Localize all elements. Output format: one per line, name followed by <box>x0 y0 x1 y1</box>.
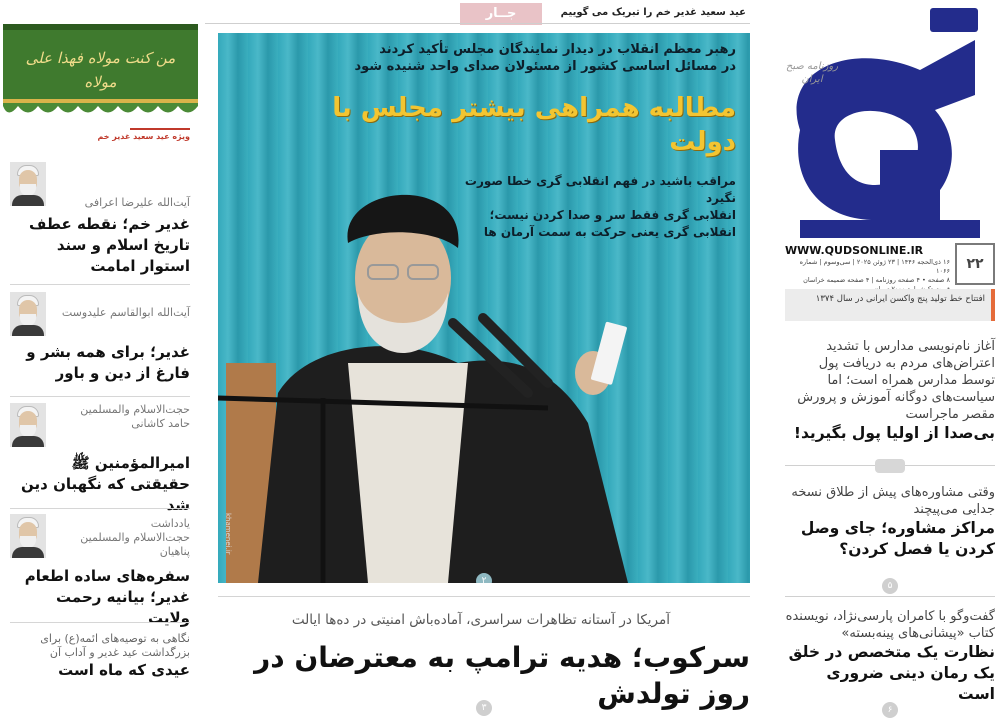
article-subtitle: نگاهی به توصیه‌های ائمه(ع) برای بزرگداشت عید غدیر و آداب آن <box>40 632 190 659</box>
bottom-story-subtitle: آمریکا در آستانه تظاهرات سراسری، آماده‌باش امنیتی در ده‌ها ایالت <box>291 612 670 628</box>
left-divider <box>10 622 190 623</box>
photo-quote-block <box>436 173 736 241</box>
right-story-1[interactable] <box>785 338 995 444</box>
main-photo[interactable] <box>218 33 750 583</box>
top-strip <box>205 0 750 28</box>
article-headline: غدیر خم؛ نقطه عطف تاریخ اسلام و سند استوار امامت <box>29 215 190 275</box>
main-headline: مطالبه همراهی بیشتر مجلس با دولت <box>332 93 736 157</box>
main-divider <box>218 596 750 597</box>
story-headline: نظارت یک متخصص در خلق یک رمان دینی ضروری است <box>788 643 995 703</box>
author-portrait <box>10 162 46 206</box>
story-subtitle: گفت‌وگو با کامران پارسی‌نژاد، نویسنده کتاب «پیشانی‌های پینه‌بسته» <box>785 609 995 641</box>
masthead-logo[interactable] <box>760 0 1000 240</box>
eid-special-label: ویژه عید سعید غدیر خم <box>97 132 190 141</box>
story-divider <box>785 596 995 597</box>
top-divider <box>205 23 750 24</box>
article-headline: امیرالمؤمنین ﷺ حقیقتی که نگهبان دین شد <box>21 454 190 514</box>
section-tag[interactable]: جــار <box>460 3 542 25</box>
quote-line: انقلابی گری یعنی حرکت به سمت آرمان ها <box>483 225 736 239</box>
left-article-4[interactable] <box>10 514 190 627</box>
right-column <box>760 0 1000 718</box>
article-byline: حجت‌الاسلام والمسلمین حامد کاشانی <box>80 403 190 430</box>
article-headline: سفره‌های ساده اطعام غدیر؛ بیانیه رحمت ولایت <box>24 567 190 627</box>
article-headline: غدیر؛ برای همه بشر و فارغ از دین و باور <box>26 343 190 382</box>
quote-line: انقلابی گری فقط سر و صدا کردن نیست؛ <box>489 208 736 222</box>
story-headline: مراکز مشاوره؛ جای وصل کردن یا فصل کردن؟ <box>800 519 995 558</box>
page-number-badge: ۳ <box>476 700 492 716</box>
left-column <box>0 0 200 718</box>
page-number-badge: ۶ <box>882 702 898 718</box>
issue-meta-line: ۸ صفحه • ۴ صفحه روزنامه | ۴ صفحه ضمیمه خراسان <box>803 276 950 284</box>
photo-headline-block[interactable] <box>266 41 736 159</box>
eid-label-bar <box>130 128 190 130</box>
masthead-tagline: روزنامه صبح ایران <box>785 61 839 85</box>
promo-text: افتتاح خط تولید پنج واکسن ایرانی در سال ۱۳۷۴ <box>815 294 985 304</box>
right-story-3[interactable] <box>785 608 995 705</box>
issue-meta-line: ۱۶ ذی‌الحجه ۱۴۴۶ | ۲۳ ژوئن ۲۰۲۵ | سی‌وسوم | شماره ۱۰۶۶ <box>799 258 950 275</box>
eid-greeting: عید سعید غدیر خم را تبریک می گوییم <box>560 7 746 18</box>
article-headline: عیدی که ماه است <box>58 661 190 679</box>
headline-upper-1: رهبر معظم انقلاب در دیدار نمایندگان مجلس تأکید کردند <box>379 42 736 57</box>
site-url[interactable]: WWW.QUDSONLINE.IR <box>785 244 924 257</box>
issue-number: ۲۲ <box>955 243 995 285</box>
left-article-2[interactable] <box>10 292 190 392</box>
promo-accent-bar <box>991 289 995 321</box>
left-article-1[interactable] <box>10 162 190 282</box>
left-divider <box>10 284 190 285</box>
bottom-story-headline: سرکوب؛ هدیه ترامپ به معترضان در روز تولدش <box>254 641 750 710</box>
story-subtitle: آغاز نام‌نویسی مدارس با تشدید اعتراض‌های مردم به دریافت پول توسط مدارس همراه است؛ اما سیاست‌های دوگانه آموزش و پرورش مقصر ماجراست <box>797 339 995 422</box>
page-number-badge: ۵ <box>882 578 898 594</box>
photo-credit: khamenei.ir <box>224 513 232 555</box>
article-byline: آیت‌الله علیرضا اعرافی <box>84 196 190 209</box>
article-byline: حجت‌الاسلام والمسلمین پناهیان <box>80 531 190 558</box>
story-subtitle: وقتی مشاوره‌های پیش از طلاق نسخه جدایی می‌پیچند <box>791 485 995 517</box>
left-divider <box>10 508 190 509</box>
author-portrait <box>10 403 46 447</box>
left-divider <box>10 396 190 397</box>
author-portrait <box>10 514 46 558</box>
quote-line: مراقب باشید در فهم انقلابی گری خطا صورت نگیرد <box>464 174 736 205</box>
right-story-2[interactable] <box>785 484 995 560</box>
logo-mark-icon <box>875 459 905 473</box>
qods-logo-icon <box>760 0 1000 240</box>
story-divider <box>785 465 995 466</box>
article-tag: یادداشت <box>150 517 190 530</box>
promo-box[interactable] <box>785 289 995 321</box>
bottom-story[interactable] <box>218 610 750 712</box>
eid-ghadir-banner[interactable] <box>3 24 198 119</box>
page-number-badge: ۲ <box>476 573 492 583</box>
eid-banner-text: من کنت مولاه فهذا علی مولاه <box>25 49 176 91</box>
author-portrait <box>10 292 46 336</box>
left-article-5[interactable] <box>10 632 190 681</box>
story-headline: بی‌صدا از اولیا پول بگیرید! <box>793 424 995 442</box>
article-byline: آیت‌الله ابوالقاسم علیدوست <box>61 306 190 319</box>
left-article-3[interactable] <box>10 403 190 514</box>
headline-upper-2: در مسائل اساسی کشور از مسئولان صدای واحد شنیده شود <box>354 59 736 74</box>
